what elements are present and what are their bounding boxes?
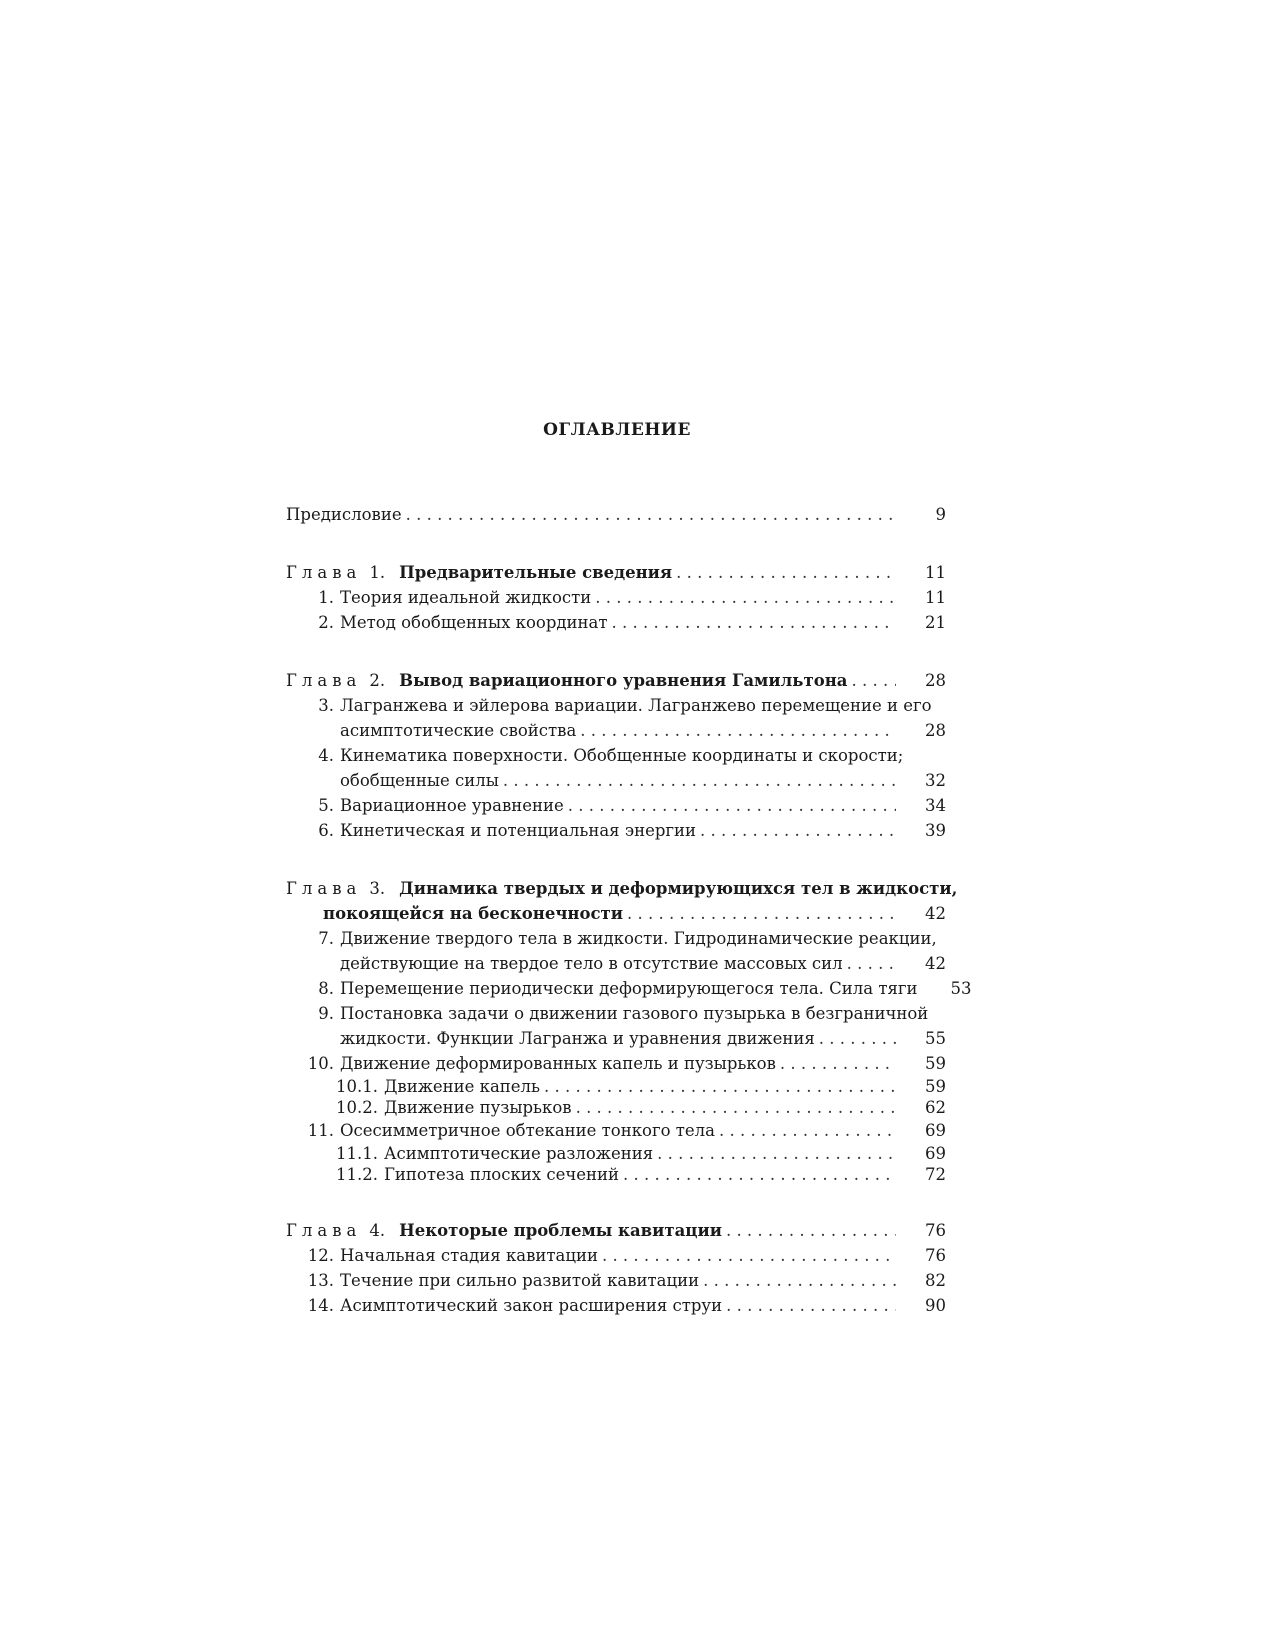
- section-title: Осесимметричное обтекание тонкого тела: [340, 1121, 715, 1140]
- leader-dots: [568, 793, 896, 818]
- section-title: Метод обобщенных координат: [340, 613, 608, 632]
- chapter-title: Предварительные сведения: [399, 563, 673, 582]
- toc-page-number: 9: [935, 505, 946, 524]
- toc-page-number: 42: [925, 954, 946, 973]
- leader-dots: [580, 718, 896, 743]
- section-title-line2: обобщенные силы: [340, 771, 499, 790]
- page-title: ОГЛАВЛЕНИЕ: [543, 420, 691, 440]
- toc-chapter-4[interactable]: [286, 1218, 946, 1243]
- leader-dots: [851, 668, 896, 693]
- subsection-number: 11.2.: [336, 1165, 378, 1184]
- subsection-title: Асимптотические разложения: [384, 1144, 654, 1163]
- subsection-title: Гипотеза плоских сечений: [384, 1165, 620, 1184]
- toc-page-number: 59: [925, 1054, 946, 1073]
- section-title: Течение при сильно развитой кавитации: [340, 1271, 700, 1290]
- leader-dots: [703, 1268, 896, 1293]
- toc-page-number: 42: [925, 904, 946, 923]
- section-number: 10.: [307, 1054, 334, 1073]
- section-number: 9.: [318, 1004, 334, 1023]
- leader-dots: [576, 1097, 896, 1118]
- subsection-number: 11.1.: [336, 1144, 378, 1163]
- section-title: Кинетическая и потенциальная энергии: [340, 821, 697, 840]
- toc-section-10[interactable]: [286, 1051, 946, 1076]
- toc-page-number: 72: [925, 1165, 946, 1184]
- chapter-label: Глава: [286, 1221, 362, 1240]
- toc-page-number: 39: [925, 821, 946, 840]
- chapter-number: 1.: [369, 563, 386, 582]
- toc-page-number: 76: [925, 1246, 946, 1265]
- chapter-label: Глава: [286, 671, 362, 690]
- toc-page-number: 82: [925, 1271, 946, 1290]
- toc-section-5[interactable]: [286, 793, 946, 818]
- leader-dots: [719, 1118, 896, 1143]
- toc-section-11[interactable]: [286, 1118, 946, 1143]
- toc-page-number: 53: [950, 979, 972, 998]
- toc-section-7[interactable]: [286, 926, 946, 976]
- section-number: 1.: [318, 588, 334, 607]
- leader-dots: [780, 1051, 896, 1076]
- section-number: 5.: [318, 796, 334, 815]
- leader-dots: [623, 1164, 896, 1185]
- toc-page-number: 21: [925, 613, 946, 632]
- chapter-title: Некоторые проблемы кавитации: [399, 1221, 722, 1240]
- leader-dots: [602, 1243, 896, 1268]
- toc-chapter-2[interactable]: [286, 668, 946, 693]
- chapter-title-line2: покоящейся на бесконечности: [323, 904, 623, 923]
- section-title-line2: действующие на твердое тело в отсутствие массовых сил: [340, 954, 843, 973]
- chapter-number: 2.: [369, 671, 386, 690]
- toc-page-number: 76: [925, 1221, 946, 1240]
- toc-chapter-1[interactable]: [286, 560, 946, 585]
- chapter-number: 3.: [369, 879, 386, 898]
- section-number: 12.: [307, 1246, 334, 1265]
- toc-page-number: 59: [925, 1077, 946, 1096]
- toc-page-number: 11: [925, 588, 946, 607]
- toc-section-9[interactable]: [286, 1001, 946, 1051]
- section-title-line1: Лагранжева и эйлерова вариации. Лагранжево перемещение и его: [340, 696, 932, 715]
- toc-page-number: 28: [925, 671, 946, 690]
- section-title: Вариационное уравнение: [340, 796, 564, 815]
- toc-section-1[interactable]: [286, 585, 946, 610]
- section-number: 8.: [318, 979, 334, 998]
- toc-entry-text: Предисловие: [286, 505, 402, 524]
- section-number: 11.: [307, 1121, 334, 1140]
- toc-section-13[interactable]: [286, 1268, 946, 1293]
- subsection-title: Движение капель: [384, 1077, 541, 1096]
- section-title: Теория идеальной жидкости: [340, 588, 592, 607]
- section-title: Перемещение периодически деформирующегося тела. Сила тяги: [340, 979, 918, 998]
- section-number: 7.: [318, 929, 334, 948]
- toc-section-14[interactable]: [286, 1293, 946, 1318]
- section-title-line2: асимптотические свойства: [340, 721, 577, 740]
- section-title-line1: Кинематика поверхности. Обобщенные координаты и скорости;: [340, 746, 904, 765]
- toc-page-number: 55: [925, 1029, 946, 1048]
- section-title: Начальная стадия кавитации: [340, 1246, 598, 1265]
- leader-dots: [726, 1293, 896, 1318]
- section-title-line2: жидкости. Функции Лагранжа и уравнения движения: [340, 1029, 815, 1048]
- leader-dots: [726, 1218, 896, 1243]
- toc-subsection-10-2[interactable]: [286, 1097, 946, 1118]
- leader-dots: [657, 1143, 896, 1164]
- subsection-number: 10.1.: [336, 1077, 378, 1096]
- toc-page-number: 69: [925, 1144, 946, 1163]
- leader-dots: [544, 1076, 896, 1097]
- toc-subsection-11-1[interactable]: [286, 1143, 946, 1164]
- leader-dots: [627, 901, 896, 926]
- leader-dots: [847, 951, 896, 976]
- section-title-line1: Движение твердого тела в жидкости. Гидродинамические реакции,: [340, 929, 937, 948]
- toc-subsection-10-1[interactable]: [286, 1076, 946, 1097]
- leader-dots: [503, 768, 896, 793]
- toc-section-12[interactable]: [286, 1243, 946, 1268]
- toc-section-4[interactable]: [286, 743, 946, 793]
- leader-dots: [406, 502, 896, 527]
- toc-section-6[interactable]: [286, 818, 946, 843]
- subsection-title: Движение пузырьков: [384, 1098, 572, 1117]
- chapter-number: 4.: [369, 1221, 386, 1240]
- toc-section-3[interactable]: [286, 693, 946, 743]
- toc-chapter-3[interactable]: [286, 876, 958, 926]
- section-number: 13.: [307, 1271, 334, 1290]
- toc-section-2[interactable]: [286, 610, 946, 635]
- toc-section-8[interactable]: [286, 976, 972, 1001]
- toc-page-number: 69: [925, 1121, 946, 1140]
- section-number: 2.: [318, 613, 334, 632]
- subsection-number: 10.2.: [336, 1098, 378, 1117]
- section-number: 6.: [318, 821, 334, 840]
- section-title-line1: Постановка задачи о движении газового пузырька в безграничной: [340, 1004, 929, 1023]
- chapter-title-line1: Динамика твердых и деформирующихся тел в жидкости,: [399, 879, 958, 898]
- table-of-contents: [286, 502, 972, 1318]
- toc-page-number: 32: [925, 771, 946, 790]
- chapter-label: Глава: [286, 563, 362, 582]
- leader-dots: [819, 1026, 896, 1051]
- leader-dots: [595, 585, 896, 610]
- leader-dots: [676, 560, 896, 585]
- toc-page-number: 28: [925, 721, 946, 740]
- section-number: 14.: [307, 1296, 334, 1315]
- toc-entry-preface[interactable]: [286, 502, 946, 527]
- section-number: 4.: [318, 746, 334, 765]
- toc-page-number: 90: [925, 1296, 946, 1315]
- leader-dots: [612, 610, 896, 635]
- chapter-title: Вывод вариационного уравнения Гамильтона: [399, 671, 848, 690]
- leader-dots: [700, 818, 896, 843]
- section-title: Асимптотический закон расширения струи: [340, 1296, 723, 1315]
- toc-page-number: 62: [925, 1098, 946, 1117]
- toc-page-number: 11: [925, 563, 946, 582]
- section-number: 3.: [318, 696, 334, 715]
- chapter-label: Глава: [286, 879, 362, 898]
- toc-subsection-11-2[interactable]: [286, 1164, 946, 1185]
- toc-page-number: 34: [925, 796, 946, 815]
- section-title: Движение деформированных капель и пузырьков: [340, 1054, 776, 1073]
